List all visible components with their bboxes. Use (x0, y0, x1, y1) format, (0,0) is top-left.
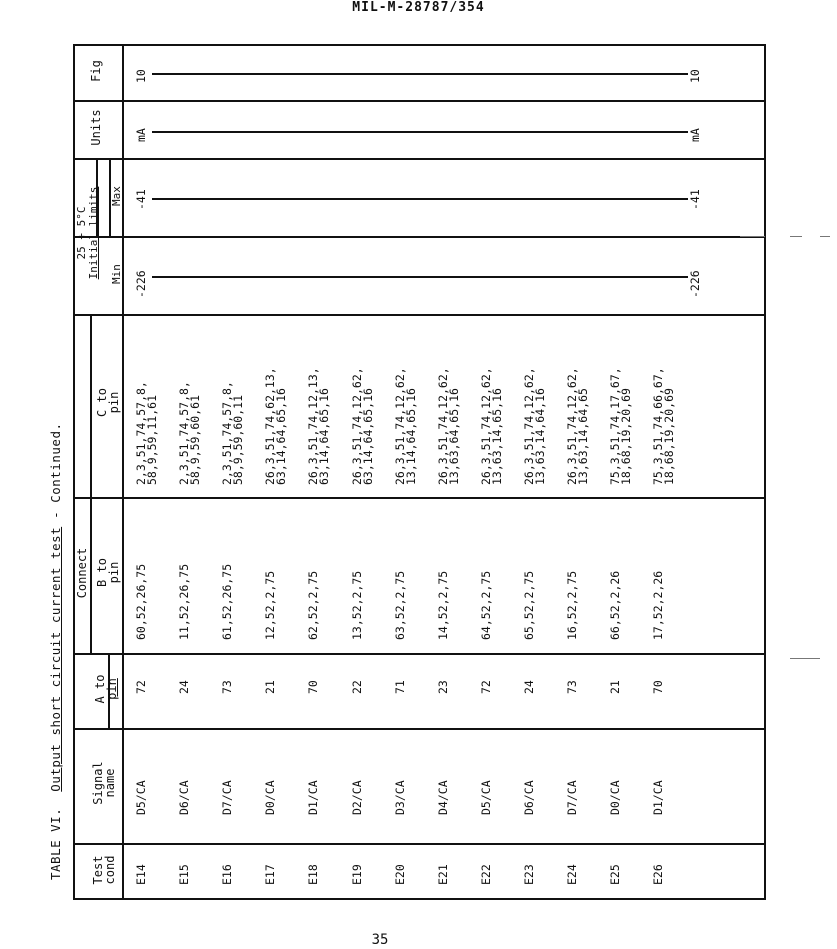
col-divider (73, 158, 766, 160)
cell-b-to-pin: 12,52,2,75 (263, 570, 277, 640)
table-left-border (73, 44, 75, 900)
col-divider (73, 236, 766, 238)
cell-b-to-pin: 17,52,2,26 (651, 570, 665, 640)
max-value-last: -41 (688, 189, 702, 210)
cell-c-to-pin-line2: 63,14,64,65,16 (274, 388, 288, 485)
header-text: Signal (91, 761, 105, 805)
cell-signal-name: D6/CA (177, 780, 191, 815)
col-divider (73, 843, 766, 845)
cell-test-cond: E20 (393, 864, 407, 885)
cell-c-to-pin-line1: 26,3,51,74,12,62, (393, 367, 407, 485)
cell-c-to-pin-line2: 13,14,64,65,16 (404, 388, 418, 485)
col-divider (73, 728, 766, 730)
cell-b-to-pin: 11,52,26,75 (177, 563, 191, 640)
cell-c-to-pin-line1: 26,3,51,74,12,62, (436, 367, 450, 485)
cell-signal-name: D5/CA (479, 780, 493, 815)
header-test-cond (92, 845, 116, 895)
min-value-last: -226 (688, 270, 702, 298)
header-text: C to (95, 388, 109, 417)
cell-a-to-pin: 24 (177, 680, 191, 694)
cell-c-to-pin-line2: 13,63,14,64,65 (576, 388, 590, 485)
cell-test-cond: E17 (263, 864, 277, 885)
min-ditto-line (152, 276, 688, 278)
cell-a-to-pin: 73 (565, 680, 579, 694)
cell-c-to-pin-line2: 63,14,64,65,16 (317, 388, 331, 485)
header-limits (76, 158, 100, 308)
scan-mark (740, 236, 765, 237)
header-c-to-pin (96, 315, 120, 490)
cell-a-to-pin: 70 (651, 680, 665, 694)
units-value-last: mA (688, 128, 702, 142)
scan-mark (790, 658, 820, 659)
cell-b-to-pin: 16,52,2,75 (565, 570, 579, 640)
cell-b-to-pin: 61,52,26,75 (220, 563, 234, 640)
table-title: Output short circuit current test (48, 526, 63, 792)
fig-value-last: 10 (688, 69, 702, 83)
header-text: pin (105, 678, 119, 700)
header-text: cond (103, 855, 117, 885)
cell-signal-name: D1/CA (306, 780, 320, 815)
cell-signal-name: D6/CA (522, 780, 536, 815)
cell-c-to-pin-line1: 26,3,51,74,12,62, (479, 367, 493, 485)
scan-mark (790, 236, 802, 237)
cell-signal-name: D4/CA (436, 780, 450, 815)
cell-a-to-pin: 72 (479, 680, 493, 694)
cell-c-to-pin-line2: 13,63,14,65,16 (490, 388, 504, 485)
header-text: name (103, 768, 117, 798)
cell-b-to-pin: 62,52,2,75 (306, 570, 320, 640)
table-bottom-border (73, 898, 766, 900)
cell-a-to-pin: 24 (522, 680, 536, 694)
header-limits-initial: Initial limits (87, 186, 100, 280)
cell-test-cond: E24 (565, 864, 579, 885)
header-text: pin (107, 561, 121, 584)
header-text: Test (91, 855, 105, 885)
table-caption (48, 423, 63, 881)
cell-signal-name: D7/CA (565, 780, 579, 815)
cell-test-cond: E23 (522, 864, 536, 885)
fig-ditto-line (152, 73, 688, 75)
fig-value-first: 10 (134, 69, 148, 83)
header-text: B to (95, 558, 109, 587)
table-right-border (764, 44, 766, 900)
cell-c-to-pin-line1: 2,3,51,74,57,8, (220, 381, 234, 485)
table-label: TABLE VI. (48, 807, 63, 880)
cell-c-to-pin-line2: 58,9,59,11,61 (145, 394, 159, 485)
cell-a-to-pin: 23 (436, 680, 450, 694)
cell-a-to-pin: 21 (263, 680, 277, 694)
header-a-to-pin (94, 654, 118, 724)
cell-b-to-pin: 13,52,2,75 (350, 570, 364, 640)
header-min: Min (110, 264, 123, 284)
col-divider (73, 653, 766, 655)
cell-c-to-pin-line2: 63,14,64,65,16 (361, 388, 375, 485)
cell-a-to-pin: 73 (220, 680, 234, 694)
cell-c-to-pin-line1: 2,3,51,74,57,8, (177, 381, 191, 485)
cell-a-to-pin: 22 (350, 680, 364, 694)
cell-c-to-pin-line2: 58,9,59,60,11 (231, 394, 245, 485)
cell-test-cond: E14 (134, 864, 148, 885)
cell-a-to-pin: 71 (393, 680, 407, 694)
cell-b-to-pin: 64,52,2,75 (479, 570, 493, 640)
header-b-to-pin (96, 500, 120, 645)
col-divider (73, 314, 766, 316)
cell-c-to-pin-line2: 18,68,19,20,69 (619, 388, 633, 485)
cell-b-to-pin: 63,52,2,75 (393, 570, 407, 640)
cell-test-cond: E22 (479, 864, 493, 885)
header-fig: Fig (89, 60, 103, 82)
document-id: MIL-M-28787/354 (352, 0, 485, 15)
cell-test-cond: E26 (651, 864, 665, 885)
header-connect: Connect (75, 547, 89, 599)
cell-signal-name: D1/CA (651, 780, 665, 815)
units-ditto-line (152, 131, 688, 133)
cell-c-to-pin-line1: 26,3,51,74,12,62, (565, 367, 579, 485)
header-units: Units (89, 109, 103, 146)
max-ditto-line (152, 198, 688, 200)
cell-c-to-pin-line1: 75,3,51,74,17,67, (608, 367, 622, 485)
header-text: pin (107, 391, 121, 414)
header-signal-name (92, 728, 116, 838)
cell-test-cond: E15 (177, 864, 191, 885)
cell-c-to-pin-line2: 13,63,64,65,16 (447, 388, 461, 485)
header-max: Max (110, 186, 123, 206)
cell-signal-name: D3/CA (393, 780, 407, 815)
cell-signal-name: D5/CA (134, 780, 148, 815)
cell-c-to-pin-line2: 58,9,59,60,61 (188, 394, 202, 485)
cell-test-cond: E18 (306, 864, 320, 885)
cell-a-to-pin: 21 (608, 680, 622, 694)
col-divider (73, 100, 766, 102)
cell-signal-name: D0/CA (263, 780, 277, 815)
cell-b-to-pin: 66,52,2,26 (608, 570, 622, 640)
cell-signal-name: D0/CA (608, 780, 622, 815)
cell-c-to-pin-line1: 26,3,51,74,62,13, (263, 367, 277, 485)
units-value-first: mA (134, 128, 148, 142)
max-value-first: -41 (134, 189, 148, 210)
cell-c-to-pin-line2: 13,63,14,64,16 (533, 388, 547, 485)
cell-a-to-pin: 72 (134, 680, 148, 694)
header-limits-temp: 25 + 5°C (75, 206, 88, 260)
table-top-border (73, 44, 766, 46)
cell-c-to-pin-line1: 75,3,51,74,66,67, (651, 367, 665, 485)
cell-b-to-pin: 14,52,2,75 (436, 570, 450, 640)
connect-divider (90, 314, 92, 655)
cell-c-to-pin-line1: 2,3,51,74,57,8, (134, 381, 148, 485)
cell-c-to-pin-line2: 18,68,19,20,69 (662, 388, 676, 485)
col-divider (73, 497, 766, 499)
cell-c-to-pin-line1: 26,3,51,74,12,13, (306, 367, 320, 485)
cell-test-cond: E21 (436, 864, 450, 885)
cell-test-cond: E25 (608, 864, 622, 885)
cell-test-cond: E19 (350, 864, 364, 885)
cell-test-cond: E16 (220, 864, 234, 885)
cell-c-to-pin-line1: 26,3,51,74,12,62, (350, 367, 364, 485)
scan-mark (820, 236, 830, 237)
cell-signal-name: D2/CA (350, 780, 364, 815)
page-number: 35 (371, 932, 389, 948)
cell-c-to-pin-line1: 26,3,51,74,12,62, (522, 367, 536, 485)
header-text: A to (93, 674, 107, 704)
cell-a-to-pin: 70 (306, 680, 320, 694)
cell-b-to-pin: 65,52,2,75 (522, 570, 536, 640)
min-value-first: -226 (134, 270, 148, 298)
table-title-suffix: - Continued. (48, 422, 63, 527)
cell-b-to-pin: 60,52,26,75 (134, 563, 148, 640)
cell-signal-name: D7/CA (220, 780, 234, 815)
